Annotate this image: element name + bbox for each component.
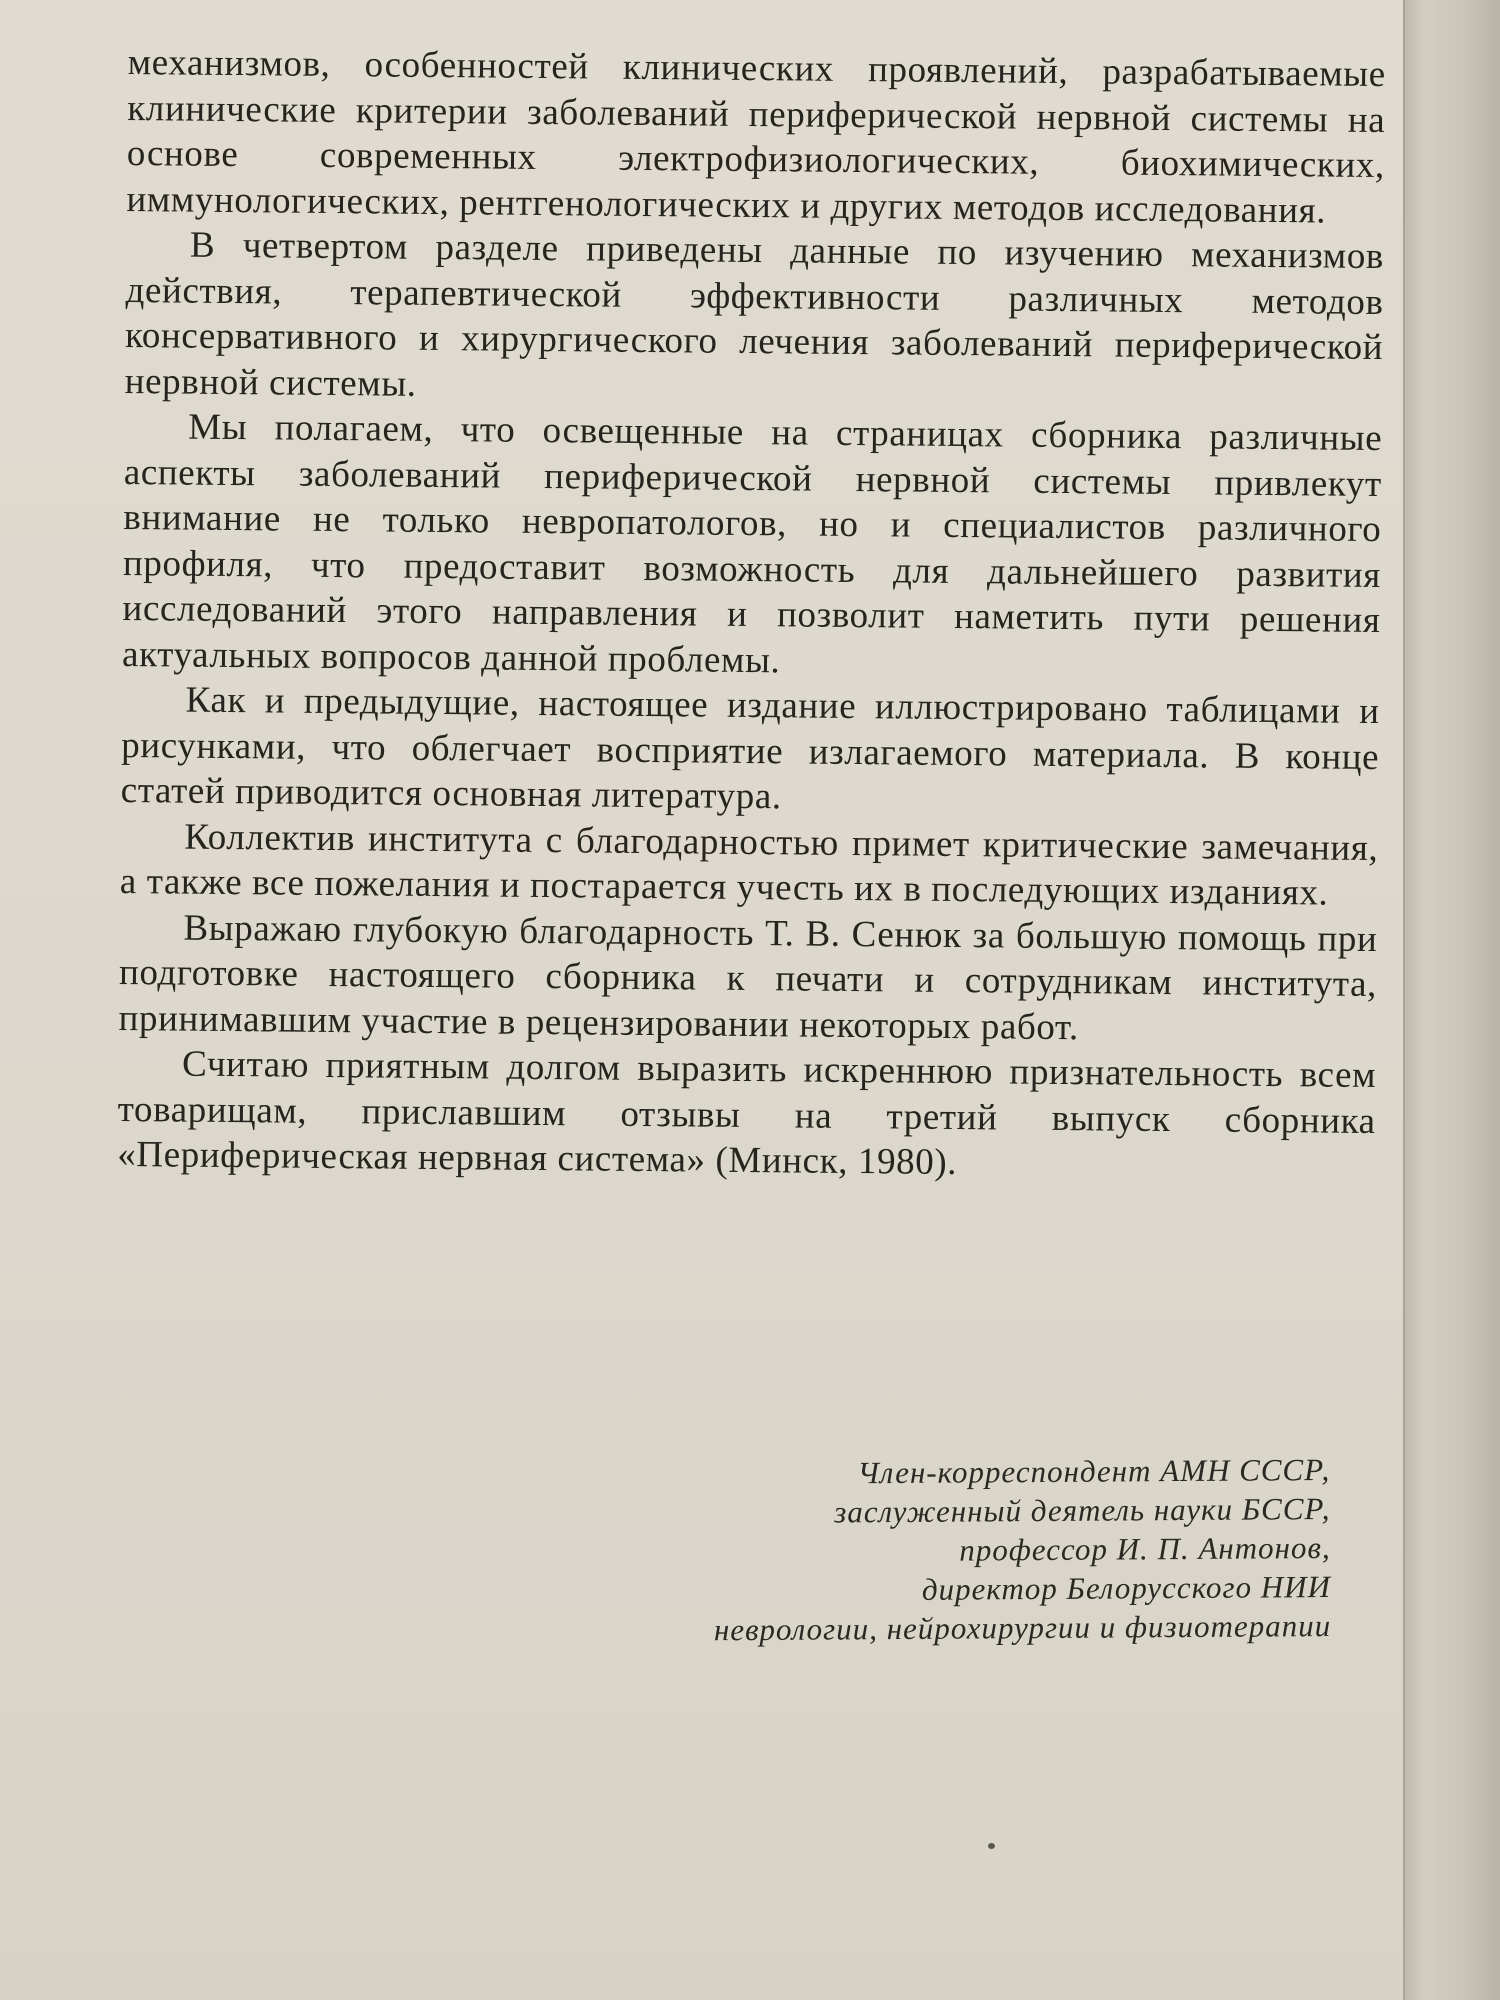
body-text [117,40,1386,1190]
paragraph-4: Как и предыдущие, настоящее издание иллюстрировано таблицами и рисунками, что облегчает восприятие излагаемого материала. В конце статей приводится основная литература. [120,679,1380,818]
author-signature-block [430,1450,1331,1651]
signature-line-1: Член-корреспондент АМН СССР, [857,1452,1331,1491]
paragraph-2: В четвертом разделе приведены данные по изучению механизмов действия, терапевтической эффективности различных методов консервативного и хирургического лечения заболеваний периферической нервной системы. [124,224,1385,405]
next-page-edge [1403,0,1500,2000]
paragraph-1: механизмов, особенностей клинических проявлений, разрабатываемые клинические критерии заболеваний периферической нервной системы на основе современных электрофизиологических, биохимических, иммунологических, рентгенологических и других методов исследования. [126,41,1386,232]
paragraph-3: Мы полагаем, что освещенные на страницах сборника различные аспекты заболеваний периферической нервной системы привлекут внимание не только невропатологов, но и специалистов различного профиля, что предоставит возможность для дальнейшего развития исследований этого направления и позволит наметить пути решения актуальных вопросов данной проблемы. [121,406,1383,681]
signature-line-4: директор Белорусского НИИ [921,1568,1332,1607]
signature-line-3: профессор И. П. Антонов, [959,1529,1331,1568]
paragraph-7: Считаю приятным долгом выразить искреннюю признательность всем товарищам, приславшим отзывы на третий выпуск сборника «Периферическая нервная система» (Минск, 1980). [117,1043,1377,1184]
ink-speck [988,1843,995,1849]
paragraph-5: Коллектив института с благодарностью примет критические замечания, а также все пожелания и постарается учесть их в последующих изданиях. [119,816,1379,914]
signature-line-5: неврологии, нейрохирургии и физиотерапии [713,1607,1332,1648]
paragraph-6: Выражаю глубокую благодарность Т. В. Сенюк за большую помощь при подготовке настоящего сборника к печати и сотрудникам института, принимавшим участие в рецензировании некоторых работ. [118,907,1378,1048]
signature-line-2: заслуженный деятель науки БССР, [834,1490,1331,1530]
